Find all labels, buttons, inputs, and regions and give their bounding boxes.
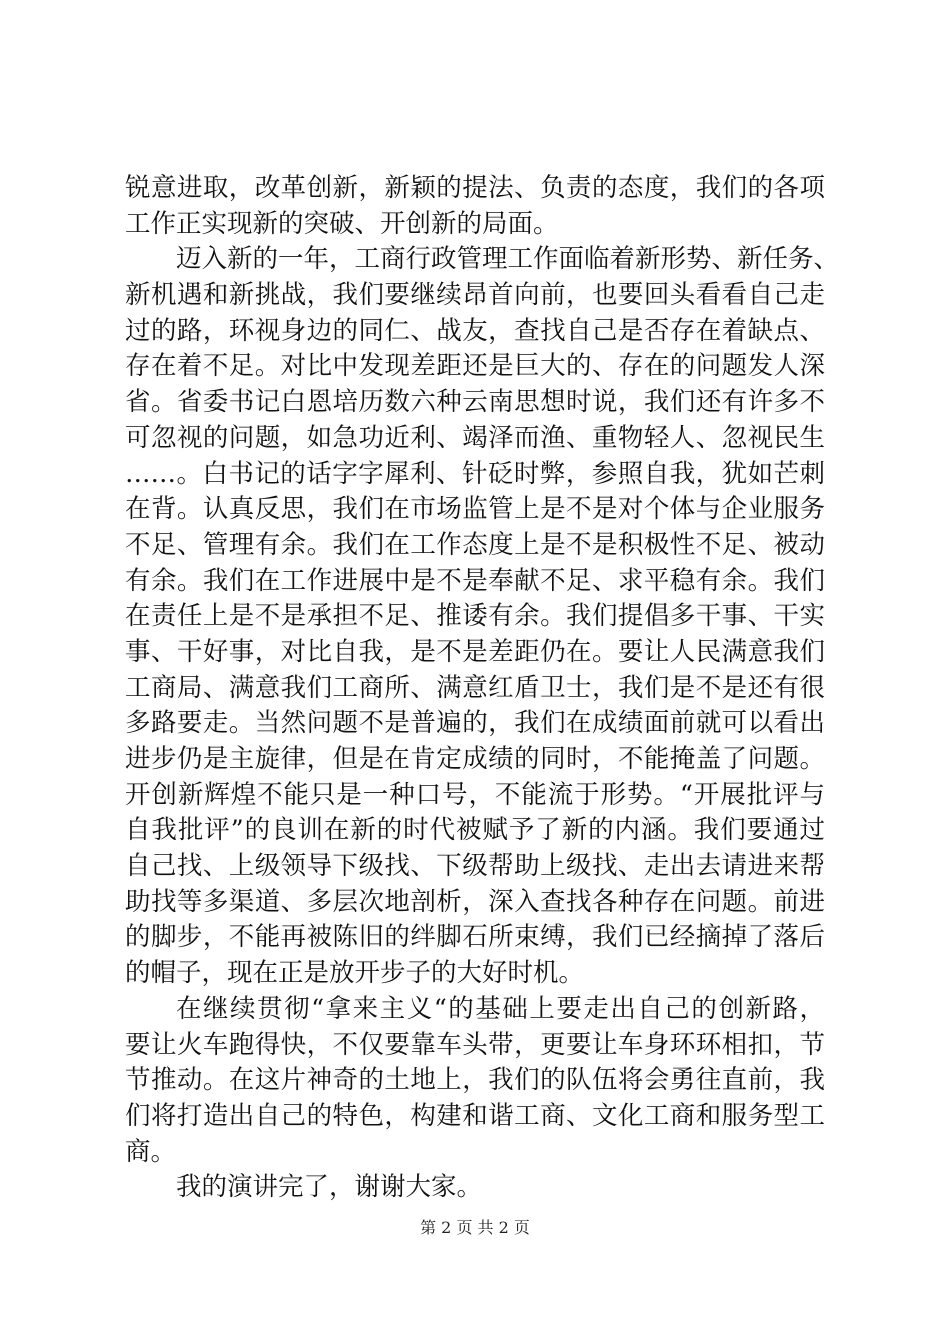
text-line: 我的演讲完了，谢谢大家。	[176, 1172, 483, 1203]
text-line: 迈入新的一年，工商行政管理工作面临着新形势、新任务、	[176, 244, 840, 275]
text-line: 自我批评”的良训在新的时代被赋予了新的内涵。我们要通过	[125, 815, 825, 846]
text-line: 开创新辉煌不能只是一种口号，不能流于形势。“开展批评与	[125, 779, 825, 810]
text-line: 的帽子，现在正是放开步子的大好时机。	[125, 958, 585, 989]
text-line: 在责任上是不是承担不足、推诿有余。我们提倡多干事、干实	[125, 601, 825, 632]
text-line: 有余。我们在工作进展中是不是奉献不足、求平稳有余。我们	[125, 565, 825, 596]
text-line: 自己找、上级领导下级找、下级帮助上级找、走出去请进来帮	[125, 851, 825, 882]
text-line: 节推动。在这片神奇的土地上，我们的队伍将会勇往直前，我	[125, 1065, 825, 1096]
text-line: 事、干好事，对比自我，是不是差距仍在。要让人民满意我们	[125, 636, 825, 667]
text-line: 们将打造出自己的特色，构建和谐工商、文化工商和服务型工	[125, 1100, 825, 1131]
text-line: 新机遇和新挑战，我们要继续昂首向前，也要回头看看自己走	[125, 280, 825, 311]
text-line: 存在着不足。对比中发现差距还是巨大的、存在的问题发人深	[125, 351, 825, 382]
document-body	[125, 171, 840, 1206]
text-line: 商。	[125, 1136, 177, 1167]
text-line: 在继续贯彻“拿来主义“的基础上要走出自己的创新路，	[176, 993, 825, 1024]
text-line: 可忽视的问题，如急功近利、竭泽而渔、重物轻人、忽视民生	[125, 422, 825, 453]
text-line: 助找等多渠道、多层次地剖析，深入查找各种存在问题。前进	[125, 886, 825, 917]
text-line: 进步仍是主旋律，但是在肯定成绩的同时，不能掩盖了问题。	[125, 744, 825, 774]
text-line: 的脚步，不能再被陈旧的绊脚石所束缚，我们已经摘掉了落后	[125, 922, 825, 953]
text-line: 省。省委书记白恩培历数六种云南思想时说，我们还有许多不	[125, 387, 825, 418]
text-line: 工商局、满意我们工商所、满意红盾卫士，我们是不是还有很	[125, 672, 825, 703]
page-number-footer: 第 2 页 共 2 页	[420, 1218, 530, 1237]
text-line: 锐意进取，改革创新，新颖的提法、负责的态度，我们的各项	[125, 173, 825, 203]
text-line: 工作正实现新的突破、开创新的局面。	[125, 208, 559, 239]
text-line: 过的路，环视身边的同仁、战友，查找自己是否存在着缺点、	[125, 315, 825, 346]
text-line: 在背。认真反思，我们在市场监管上是不是对个体与企业服务	[125, 494, 825, 525]
text-line: 要让火车跑得快，不仅要靠车头带，更要让车身环环相扣，节	[125, 1029, 825, 1060]
text-line: ……。白书记的话字字犀利、针砭时弊，参照自我，犹如芒刺	[125, 458, 825, 489]
text-line: 多路要走。当然问题不是普遍的，我们在成绩面前就可以看出	[125, 708, 825, 739]
text-line: 不足、管理有余。我们在工作态度上是不是积极性不足、被动	[125, 529, 825, 560]
